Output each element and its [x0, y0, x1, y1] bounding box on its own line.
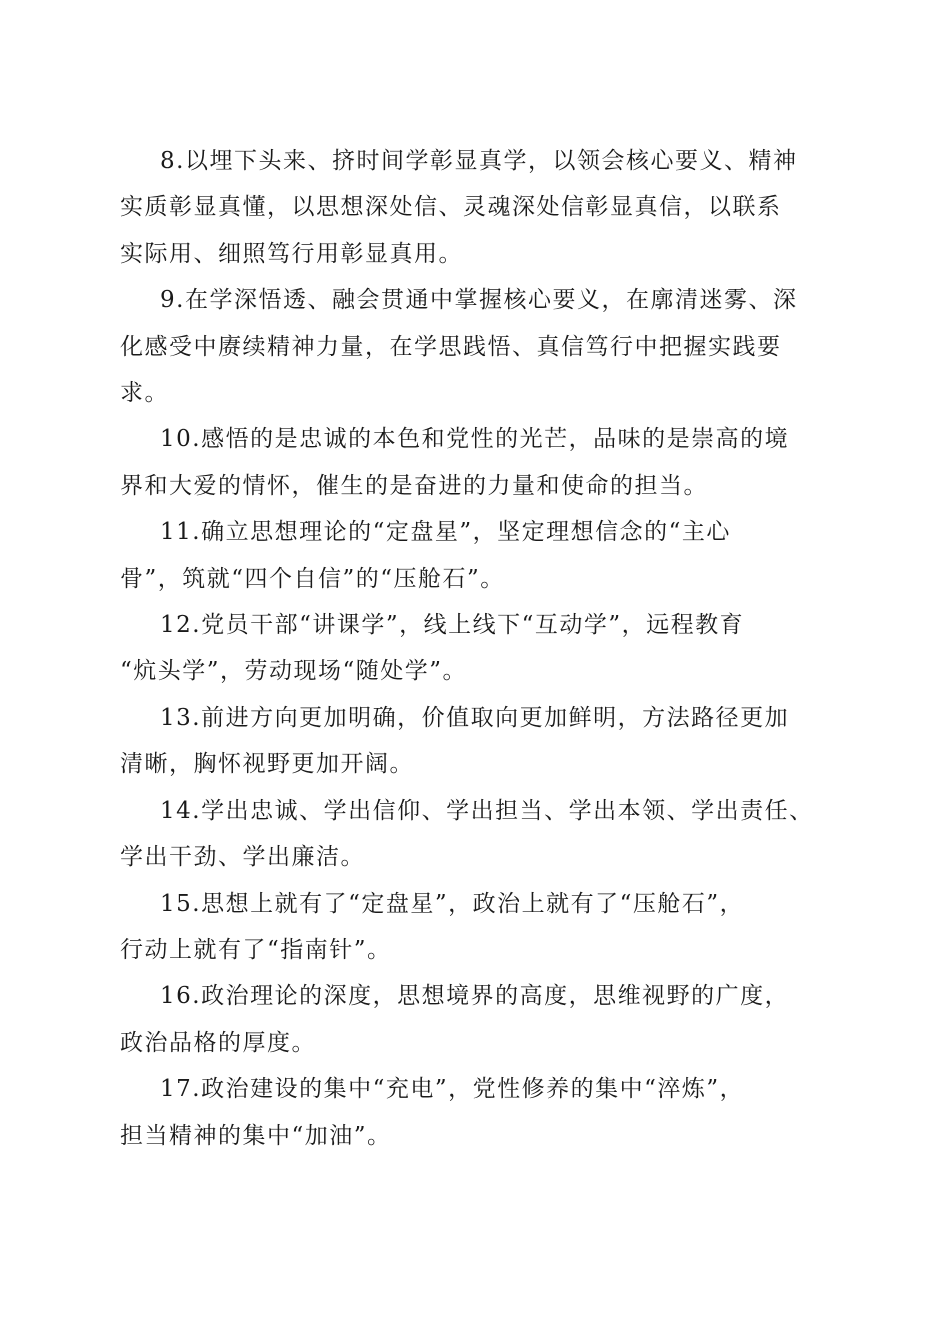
paragraph-line: 11.确立思想理论的“定盘星”，坚定理想信念的“主心 [160, 519, 731, 546]
paragraph-8 [120, 138, 840, 277]
paragraph-9 [120, 277, 840, 416]
paragraph-line: 求。 [120, 380, 169, 407]
paragraph-line: 学出干劲、学出廉洁。 [120, 844, 365, 871]
paragraph-14 [120, 788, 840, 881]
paragraph-12 [120, 602, 840, 695]
paragraph-line: 10.感悟的是忠诚的本色和党性的光芒，品味的是崇高的境 [160, 426, 790, 453]
paragraph-line: 清晰，胸怀视野更加开阔。 [120, 751, 414, 778]
paragraph-11 [120, 509, 840, 602]
paragraph-line: 界和大爱的情怀，催生的是奋进的力量和使命的担当。 [120, 472, 708, 499]
paragraph-line: 骨”，筑就“四个自信”的“压舱石”。 [120, 565, 505, 592]
paragraph-line: 12.党员干部“讲课学”，线上线下“互动学”，远程教育 [160, 612, 745, 639]
paragraph-15 [120, 881, 840, 974]
paragraph-line: 17.政治建设的集中“充电”，党性修养的集中“淬炼”， [160, 1076, 745, 1103]
paragraph-line: 16.政治理论的深度，思想境界的高度，思维视野的广度， [160, 983, 790, 1010]
paragraph-17 [120, 1066, 840, 1159]
paragraph-line: 9.在学深悟透、融会贯通中掌握核心要义，在廓清迷雾、深 [160, 287, 798, 314]
paragraph-13 [120, 695, 840, 788]
document-body [120, 138, 840, 1159]
paragraph-line: 15.思想上就有了“定盘星”，政治上就有了“压舱石”， [160, 890, 745, 917]
paragraph-10 [120, 416, 840, 509]
paragraph-line: 政治品格的厚度。 [120, 1029, 316, 1056]
paragraph-line: 13.前进方向更加明确，价值取向更加鲜明，方法路径更加 [160, 704, 790, 731]
paragraph-line: 行动上就有了“指南针”。 [120, 936, 392, 963]
paragraph-line: “炕头学”，劳动现场“随处学”。 [120, 658, 468, 685]
paragraph-line: 8.以埋下头来、挤时间学彰显真学，以领会核心要义、精神 [160, 148, 798, 174]
paragraph-line: 化感受中赓续精神力量，在学思践悟、真信笃行中把握实践要 [120, 333, 782, 360]
paragraph-line: 实际用、细照笃行用彰显真用。 [120, 240, 463, 267]
paragraph-line: 实质彰显真懂，以思想深处信、灵魂深处信彰显真信，以联系 [120, 194, 782, 221]
paragraph-line: 14.学出忠诚、学出信仰、学出担当、学出本领、学出责任、 [160, 797, 814, 824]
paragraph-line: 担当精神的集中“加油”。 [120, 1122, 392, 1149]
paragraph-16 [120, 973, 840, 1066]
